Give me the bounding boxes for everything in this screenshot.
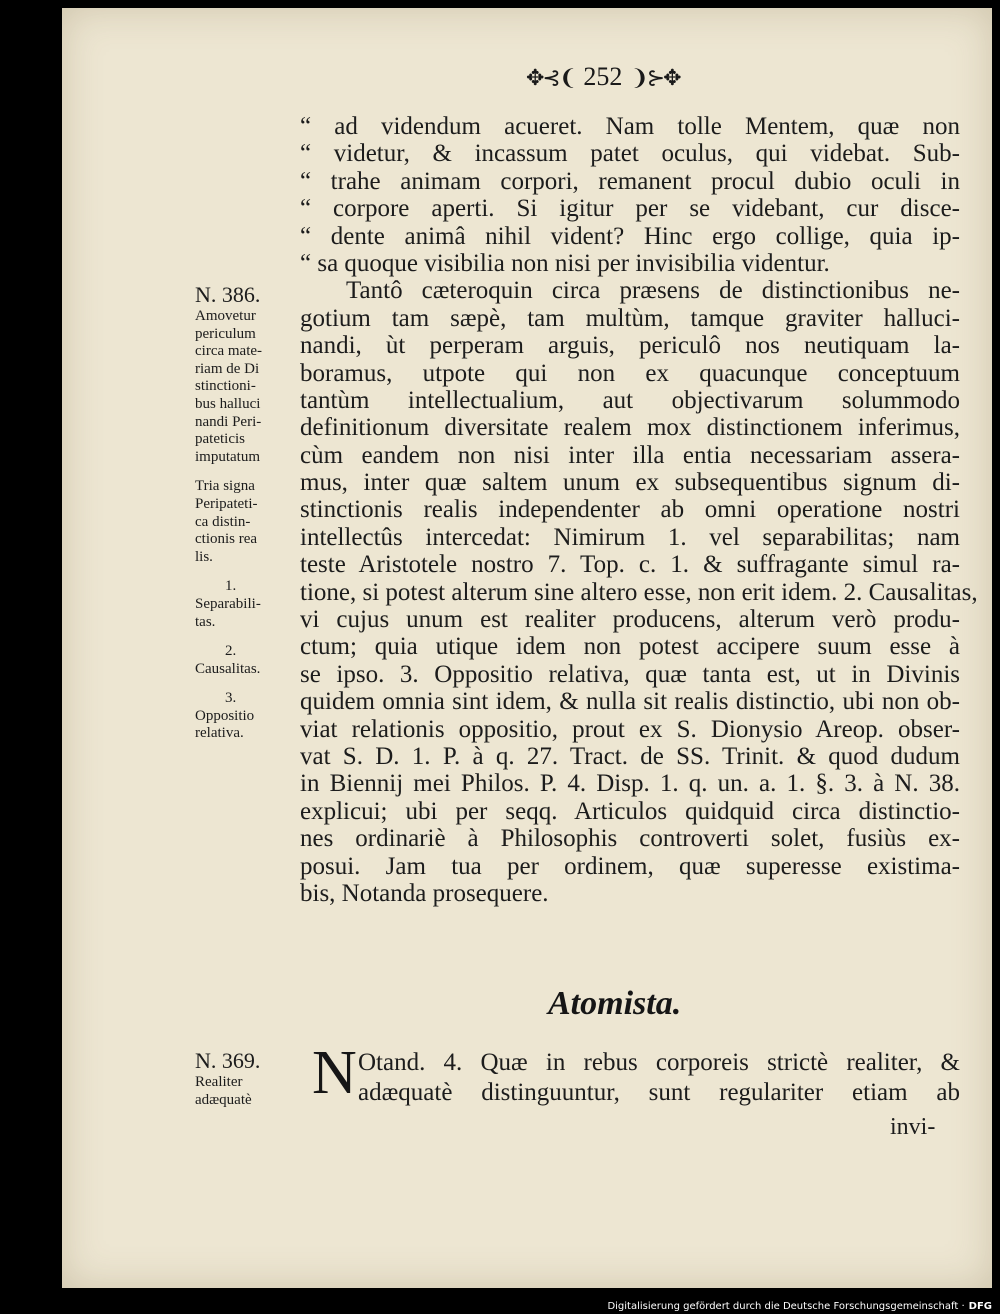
text-line: tantùm intellectualium, aut objectivarum solummodo bbox=[300, 386, 960, 414]
text-line: explicui; ubi per seqq. Articulos quidquid circa distinctio- bbox=[300, 797, 960, 825]
page-number: 252 bbox=[583, 62, 623, 91]
margin-line: relativa. bbox=[195, 725, 244, 742]
margin-line: Oppositio bbox=[195, 707, 255, 724]
margin-ref-number: N. 386. bbox=[195, 282, 261, 307]
text-line: “ ad videndum acueret. Nam tolle Mentem, quæ non bbox=[300, 113, 960, 140]
lower-margin-notes bbox=[195, 1048, 295, 1109]
text-line: viat relationis oppositio, prout ex S. Dionysio Areop. obser- bbox=[300, 715, 960, 743]
margin-ref-number: N. 369. bbox=[195, 1048, 261, 1073]
margin-line: Realiter bbox=[195, 1074, 243, 1090]
text-line: se ipso. 3. Oppositio relativa, quæ tanta est, ut in Divinis bbox=[300, 660, 960, 688]
text-line: vat S. D. 1. P. à q. 27. Tract. de SS. Trinit. & quod dudum bbox=[300, 742, 960, 770]
text-line: stinctionis realis independenter ab omni operatione nostri bbox=[300, 496, 960, 524]
text-line: “ videtur, & incassum patet oculus, qui videbat. Sub- bbox=[300, 140, 960, 168]
margin-signa bbox=[195, 478, 295, 566]
text-line: mus, inter quæ saltem unum ex subsequentibus signum di- bbox=[300, 469, 960, 497]
main-text-block bbox=[300, 113, 978, 907]
margin-line: ctionis rea bbox=[195, 531, 258, 548]
spacer bbox=[195, 466, 295, 478]
text-line: intellectûs intercedat: Nimirum 1. vel separabilitas; nam bbox=[300, 523, 960, 551]
section-title: Atomista. bbox=[548, 985, 682, 1022]
text-line: adæquatè distinguuntur, sunt regulariter etiam ab bbox=[358, 1079, 960, 1106]
text-line: bis, Notanda prosequere. bbox=[300, 879, 549, 907]
margin-notes bbox=[195, 282, 295, 743]
margin-item-number: 2. bbox=[225, 643, 237, 660]
text-line: nes ordinariè à Philosophis controverti solet, fusiùs ex- bbox=[300, 825, 960, 853]
drop-cap: N bbox=[312, 1039, 357, 1107]
text-line: quidem omnia sint idem, & nulla sit realis distinctio, ubi non ob- bbox=[300, 688, 960, 716]
text-line: posui. Jam tua per ordinem, quæ superesse existima- bbox=[300, 852, 960, 880]
text-line: boramus, utpote qui non ex quacunque conceptuum bbox=[300, 359, 960, 387]
lower-text-block bbox=[312, 1048, 960, 1108]
page-header bbox=[526, 62, 680, 92]
text-line: nandi, ùt perperam arguis, periculô nos neutiquam la- bbox=[300, 332, 960, 360]
margin-summary bbox=[195, 308, 295, 466]
margin-line: lis. bbox=[195, 548, 213, 565]
margin-line: adæquatè bbox=[195, 1091, 252, 1108]
margin-line: riam de Di bbox=[195, 360, 260, 377]
margin-line: Causalitas. bbox=[195, 660, 261, 677]
margin-line: ca distin- bbox=[195, 513, 251, 530]
ornament-right: ❩⊱✥ bbox=[630, 65, 680, 90]
margin-line: Peripateti- bbox=[195, 495, 258, 512]
ornament-left: ✥⊰❨ bbox=[526, 65, 576, 90]
text-line: Otand. 4. Quæ in rebus corporeis strictè realiter, & bbox=[358, 1049, 960, 1076]
catchword: invi- bbox=[890, 1114, 936, 1140]
text-line: definitionum diversitate realem mox distinctionem inferimus, bbox=[300, 414, 960, 442]
margin-line: periculum bbox=[195, 325, 256, 342]
text-line: “ trahe animam corpori, remanent procul dubio oculi in bbox=[300, 167, 960, 195]
margin-line: stinctioni- bbox=[195, 378, 256, 395]
text-line: tione, si potest alterum sine altero esse, non erit idem. 2. Causalitas, bbox=[300, 578, 978, 606]
margin-line: Amovetur bbox=[195, 308, 256, 324]
margin-line: tas. bbox=[195, 613, 216, 630]
margin-line: nandi Peri- bbox=[195, 413, 262, 430]
footer-credit bbox=[607, 1301, 992, 1312]
text-line: “ dente animâ nihil vident? Hinc ergo collige, quia ip- bbox=[300, 222, 960, 250]
text-line: “ corpore aperti. Si igitur per se videbant, cur disce- bbox=[300, 195, 960, 223]
text-line: Tantô cæteroquin circa præsens de distinctionibus ne- bbox=[346, 277, 960, 305]
footer-text: Digitalisierung gefördert durch die Deutsche Forschungsgemeinschaft · bbox=[607, 1301, 965, 1312]
margin-line: bus halluci bbox=[195, 395, 261, 412]
text-line: “ sa quoque visibilia non nisi per invisibilia videntur. bbox=[300, 249, 830, 277]
spacer bbox=[195, 631, 295, 643]
margin-line: Separabili- bbox=[195, 595, 261, 612]
margin-line: circa mate- bbox=[195, 343, 263, 360]
text-line: vi cujus unum est realiter producens, alterum verò produ- bbox=[300, 606, 960, 634]
text-line: cùm eandem non nisi inter illa entia necessariam assera- bbox=[300, 441, 960, 469]
margin-item-number: 1. bbox=[225, 578, 237, 595]
spacer bbox=[195, 678, 295, 690]
text-line: ctum; quia utique idem non potest accipere suum esse à bbox=[300, 633, 960, 661]
margin-line: imputatum bbox=[195, 448, 260, 465]
text-line: teste Aristotele nostro 7. Top. c. 1. & suffragante simul ra- bbox=[300, 551, 960, 579]
margin-line: pateticis bbox=[195, 431, 245, 448]
margin-item-number: 3. bbox=[225, 690, 237, 707]
dfg-logo: DFG bbox=[968, 1301, 992, 1312]
text-line: in Biennij mei Philos. P. 4. Disp. 1. q. un. a. 1. §. 3. à N. 38. bbox=[300, 770, 960, 798]
spacer bbox=[195, 566, 295, 578]
text-line: gotium tam sæpè, tam multùm, tamque graviter halluci- bbox=[300, 304, 960, 332]
margin-line: Tria signa bbox=[195, 478, 255, 495]
